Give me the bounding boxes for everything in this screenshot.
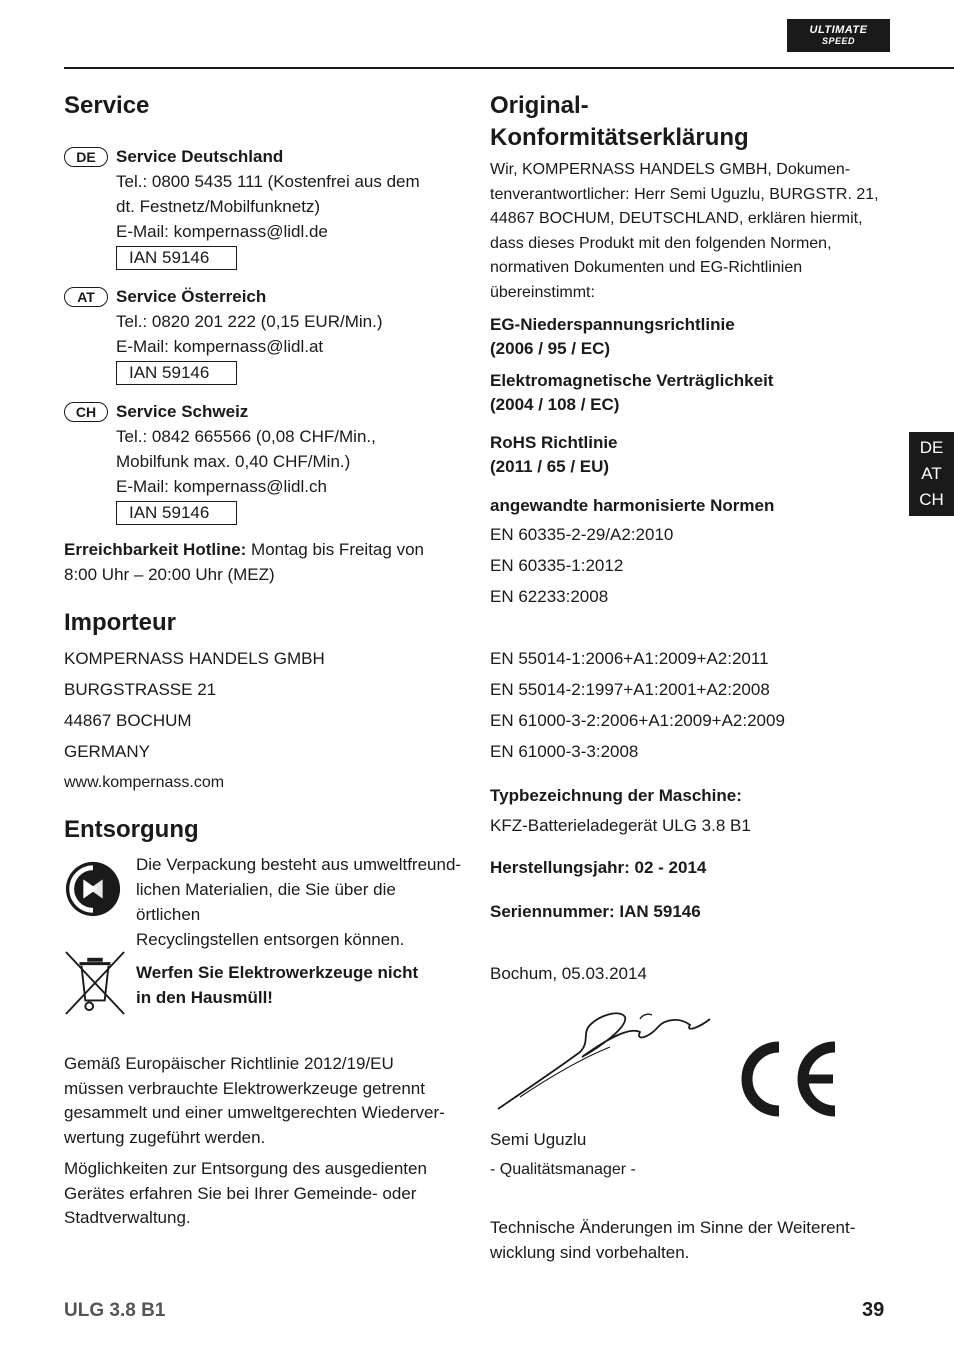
importeur-website: www.kompernass.com — [64, 774, 225, 791]
manufacture-year: Herstellungsjahr: 02 - 2014 — [490, 858, 707, 877]
signature-area — [490, 989, 900, 1109]
weee-block: Werfen Sie Elektrowerkzeuge nicht in den Hausmüll! — [64, 950, 464, 1052]
service-de-tel2: dt. Festnetz/Mobilfunknetz) — [116, 197, 321, 216]
right-column — [490, 90, 900, 1265]
service-ch-tel: Tel.: 0842 665566 (0,08 CHF/Min., — [116, 427, 376, 446]
service-heading: Service — [64, 92, 150, 119]
green-dot-recycling-icon — [64, 860, 122, 918]
directive-rohs: RoHS Richtlinie (2011 / 65 / EU) — [490, 433, 618, 476]
importeur-heading: Importeur — [64, 609, 177, 636]
disposal-text: Möglichkeiten zur Entsorgung des ausgedienten Gerätes erfahren Sie bei Ihrer Gemeinde- oder Stadtverwaltung. — [64, 1159, 427, 1227]
service-de-name: Service Deutschland — [116, 147, 284, 166]
conformity-heading: Original- Konformitätserklärung — [490, 92, 749, 151]
ian-box-de: IAN 59146 — [116, 246, 237, 270]
serial-number: Seriennummer: IAN 59146 — [490, 902, 701, 921]
norms-list-b: EN 55014-1:2006+A1:2009+A2:2011 EN 55014-2:1997+A1:2001+A2:2008 EN 61000-3-2:2006+A1:2009+A2:2009 EN 61000-3-3:2008 — [490, 649, 785, 761]
directive-emc: Elektromagnetische Verträglichkeit (2004 / 108 / EC) — [490, 371, 774, 414]
norms-list-a: EN 60335-2-29/A2:2010 EN 60335-1:2012 EN 62233:2008 — [490, 525, 674, 606]
changes-note: Technische Änderungen im Sinne der Weiterent- wicklung sind vorbehalten. — [490, 1218, 856, 1262]
signer-name: Semi Uguzlu — [490, 1130, 587, 1149]
type-value: KFZ-Batterieladegerät ULG 3.8 B1 — [490, 816, 751, 835]
crossed-bin-icon — [64, 950, 126, 1016]
service-ch — [64, 399, 464, 525]
service-at-tel: Tel.: 0820 201 222 (0,15 EUR/Min.) — [116, 312, 383, 331]
service-ch-name: Service Schweiz — [116, 402, 249, 421]
brand-logo: ULTIMATE SPEED — [787, 19, 890, 52]
service-at — [64, 284, 464, 385]
weee-text: Gemäß Europäischer Richtlinie 2012/19/EU müssen verbrauchte Elektrowerkzeuge getrennt gesammelt und einer umweltgerechten Wiederver- wertung zugeführt werden. — [64, 1054, 445, 1147]
language-side-tab: DE AT CH — [909, 432, 954, 516]
country-badge-ch: CH — [64, 402, 108, 422]
type-label: Typbezeichnung der Maschine: — [490, 786, 742, 805]
entsorgung-heading: Entsorgung — [64, 816, 199, 843]
hotline-info: Erreichbarkeit Hotline: Montag bis Freitag von — [64, 540, 424, 559]
service-de — [64, 144, 464, 270]
signer-role: - Qualitätsmanager - — [490, 1161, 636, 1178]
directive-lvd: EG-Niederspannungsrichtlinie (2006 / 95 / EC) — [490, 315, 735, 358]
service-at-email: E-Mail: kompernass@lidl.at — [116, 337, 324, 356]
place-date: Bochum, 05.03.2014 — [490, 964, 647, 983]
page-number: 39 — [862, 1299, 885, 1321]
signature-icon — [490, 997, 730, 1117]
country-badge-at: AT — [64, 287, 108, 307]
left-column — [64, 90, 464, 1231]
importeur-address: KOMPERNASS HANDELS GMBH BURGSTRASSE 21 44867 BOCHUM GERMANY www.kompernass.com — [64, 643, 464, 798]
service-de-tel: Tel.: 0800 5435 111 (Kostenfrei aus dem — [116, 172, 420, 191]
service-at-name: Service Österreich — [116, 287, 267, 306]
header-rule — [64, 67, 954, 69]
footer-model: ULG 3.8 B1 — [64, 1300, 166, 1321]
ian-box-ch: IAN 59146 — [116, 501, 237, 525]
conformity-intro: Wir, KOMPERNASS HANDELS GMBH, Dokumen- tenverantwortlicher: Herr Semi Uguzlu, BURGSTR. 21, 44867 BOCHUM, DEUTSCHLAND, erklären hiermit, dass dieses Produkt mit den folgenden Normen, normativen Dokumenten und EG-Richtlinien übereinstimmt: — [490, 161, 879, 301]
ian-box-at: IAN 59146 — [116, 361, 237, 385]
ce-mark-icon — [735, 1039, 845, 1119]
country-badge-de: DE — [64, 147, 108, 167]
service-ch-email: E-Mail: kompernass@lidl.ch — [116, 477, 327, 496]
norms-heading: angewandte harmonisierte Normen — [490, 496, 775, 515]
service-de-email: E-Mail: kompernass@lidl.de — [116, 222, 328, 241]
packaging-block: Die Verpackung besteht aus umweltfreund- lichen Materialien, die Sie über die örtlichen Recyclingstellen entsorgen können. — [64, 852, 464, 950]
hotline-hours: 8:00 Uhr – 20:00 Uhr (MEZ) — [64, 565, 275, 584]
service-ch-tel2: Mobilfunk max. 0,40 CHF/Min.) — [116, 452, 351, 471]
